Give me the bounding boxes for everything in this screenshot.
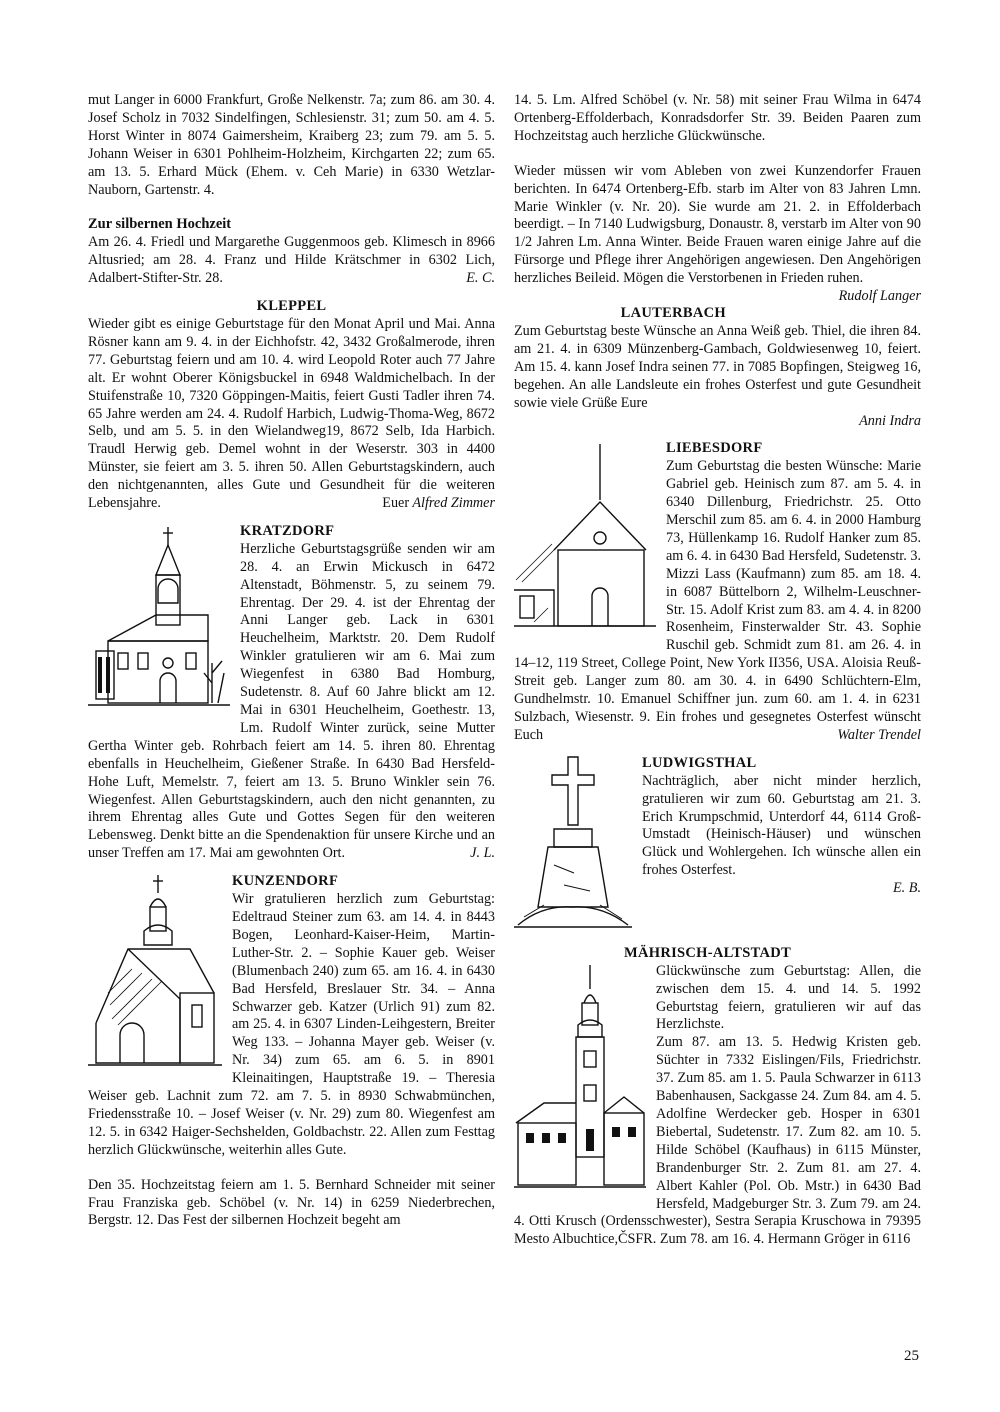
church-icon — [514, 440, 656, 636]
section-title-altstadt: MÄHRISCH-ALTSTADT — [624, 944, 792, 961]
altstadt-intro: Glückwünsche zum Geburtstag: Allen, die zwischen dem 15. 4. und 14. 5. 1992 Geburtstag feiern, gratulieren wir auf das Herzlichste. — [656, 962, 921, 1033]
liebesdorf-church-illustration — [514, 440, 656, 636]
left-column — [88, 92, 495, 1230]
section-title-kunzendorf: KUNZENDORF — [232, 873, 339, 890]
section-title-ludwigsthal: LUDWIGSTHAL — [642, 754, 757, 771]
ludwigsthal-cross-illustration — [514, 755, 632, 933]
right-column — [514, 92, 921, 1249]
silver-wedding-heading: Zur silbernen Hochzeit — [88, 216, 232, 233]
silver-wedding-text: Am 26. 4. Friedl und Margarethe Guggenmoos geb. Klimesch in 8966 Altusried; am 28. 4. Franz und Hilde Krätschmer in 6302 Lich, Adalbert-Stifter-Str. 28. E. C. — [88, 234, 495, 287]
signature: Anni Indra — [859, 412, 921, 429]
signature: E. B. — [893, 880, 921, 897]
ludwigsthal-text: Nachträglich, aber nicht minder herzlich, gratulieren wir zum 60. Geburtstag am 21. 3. Erich Krumpschmid, Unterdorf 44, 6114 Groß-Umstadt (Heinisch-Häuser) und wünschen Glück und Wohlergehen. Ich wünsche allen ein frohes Osterfest. — [642, 772, 921, 879]
continuation-paragraph: 14. 5. Lm. Alfred Schöbel (v. Nr. 58) mit seiner Frau Wilma in 6474 Ortenberg-Effolderbach, Konradsdorfer Str. 39. Beiden Paaren zum Hochzeitstag auch herzliche Glückwünsche. — [514, 92, 921, 144]
chapel-icon — [88, 873, 222, 1073]
wayside-cross-icon — [514, 755, 632, 933]
lauterbach-text: Zum Geburtstag beste Wünsche an Anna Weiß geb. Thiel, die ihren 84. am 21. 4. in 6309 Münzenberg-Gambach, Goldwiesenweg 10, feiert. Am 15. 4. kann Josef Indra seinen 77. in 7085 Bopfingen, Steigweg 16, begehen. An alle Landsleute ein frohes Osterfest und gute Gesundheit sowie viele Grüße Eure — [514, 322, 921, 411]
section-title-lauterbach: LAUTERBACH — [620, 305, 726, 322]
kunzendorf-text: Wir gratulieren herzlich zum Geburtstag: Edeltraud Steiner zum 63. am 14. 4. in 8443 Bogen, Leonhard-Kaiser-Heim, Martin-Luther-Str. 2. – Sophie Kauer geb. Weiser (Blumenbach 240) zum 65. am 16. 4. in 6430 Bad Hersfeld, Breslauer Str. 34. – Anna Schwarzer geb. Katzer (Urlich 91) zum 82. am 25. 4. in 6307 Linden-Leihgestern, Breiter Weg 133. – Johanna Mayer geb. Weiser (v. Nr. 34) zum 65. am 6. 5. in 8901 Kleinaitingen, Hauptstraße 19. – Theresia Weiser geb. Lachnit zum 72. am 7. 5. in 8930 Schwabmünchen, Friedensstraße 10. – Josef Weiser (v. Nr. 29) zum 80. Wiegenfest am 12. 5. in 6342 Haiger-Sechshelden, Goldbachstr. 22. Allen zum Festtag herzlich Glückwünsche, weiterhin alles Gute. — [88, 891, 495, 1158]
altstadt-text: Zum 87. am 13. 5. Hedwig Kristen geb. Süchter in 7332 Eislingen/Fils, Friedrichstr. 37. Zum 85. am 1. 5. Paula Schwarzer in 6113 Babenhausen, Sackgasse 24. Zum 84. am 4. 5. Adolfine Werdecker geb. Hosper in 6301 Biebertal, Sudetenstr. 17. Zum 82. am 10. 5. Hilde Schöbel (Kaufhaus) in 6115 Münster, Brandenburger Str. 2. Zum 81. am 27. 4. Albert Kahler (Pol. Ob. Mstr.) in 6430 Bad Hersfeld, Madgeburger Str. 3. Zum 79. am 24. 4. Otti Krusch (Ordensschwester), Sestra Serapia Kruschowa in 79395 Mesto Albuchtice,ČSFR. Zum 78. am 16. 4. Hermann Gröger in 6116 — [514, 1034, 921, 1248]
section-title-kratzdorf: KRATZDORF — [240, 522, 335, 539]
signature: E. C. — [466, 270, 495, 287]
signature: J. L. — [470, 845, 495, 862]
kunzendorf-church-illustration — [88, 873, 222, 1073]
intro-paragraph: mut Langer in 6000 Frankfurt, Große Nelkenstr. 7a; zum 86. am 30. 4. Josef Scholz in 7032 Sindelfingen, Schlesienstr. 31; zum 50. am 4. 5. Horst Winter in 8074 Gaimersheim, Kraiberg 23; zum 79. am 5. 5. Johann Weiser in 6301 Pohlheim-Holzheim, Kirchgarten 22; zum 65. am 13. 5. Erhard Mück (Ehem. v. Ceh Marie) in 6330 Wetzlar-Nauborn, Gartenstr. 4. — [88, 92, 495, 198]
signature: Euer Alfred Zimmer — [382, 495, 495, 512]
page-number: 25 — [904, 1348, 919, 1364]
kratzdorf-church-illustration — [88, 523, 230, 719]
section-title-liebesdorf: LIEBESDORF — [666, 440, 763, 457]
section-title-kleppel: KLEPPEL — [256, 298, 327, 315]
church-icon — [88, 523, 230, 719]
kratzdorf-text: Herzliche Geburtstagsgrüße senden wir am 28. 4. an Erwin Mickusch in 6472 Altenstadt, Böhmenstr. 5, zu seinem 79. Ehrentag. Der 29. 4. ist der Ehrentag der Anni Langer geb. Lack in 6301 Heuchelheim, Marktstr. 20. Dem Rudolf Winkler gratulieren wir am 6. Mai zum Wiegenfest in 6380 Bad Homburg, Sudetenstr. 8. Auf 60 Jahre blickt am 12. Mai in 6301 Heuchelheim, Goethestr. 13, Lm. Rudolf Winter zurück, seine Mutter Gertha Winter geb. Rohrbach feiert am 14. 5. ihren 80. Ehrentag ebenfalls in Heuchelheim, Gießener Straße. In 6430 Bad Hersfeld-Hohe Luft, Memelstr. 7, feiert am 13. 5. Bruno Winkler sein 76. Wiegenfest. Allen Geburtstagskindern, auch den nicht genannten, zu ihrem Ehrentag alles Gute und Gottes Segen für den weiteren Lebensweg. Denkt bitte an die Spendenaktion für unsere Kirche und an unser Treffen am 17. Mai am gewohnten Ort. J. L. — [88, 540, 495, 862]
kunzendorf-wedding-text: Den 35. Hochzeitstag feiern am 1. 5. Bernhard Schneider mit seiner Frau Franziska geb. Schöbel (v. Nr. 14) in 6259 Niederbrechen, Bergstr. 12. Das Fest der silbernen Hochzeit begeht am — [88, 1176, 495, 1229]
obituary-paragraph: Wieder müssen wir vom Ableben von zwei Kunzendorfer Frauen berichten. In 6474 Ortenberg-Efb. starb im Alter von 83 Jahren Lmn. Marie Winkler (v. Nr. 20). Sie wurde am 21. 2. in Effolderbach beerdigt. – In 7140 Ludwigsburg, Donaustr. 8, verstarb im Alter von 90 1/2 Jahren Lm. Anna Winter. Beide Frauen waren einige Jahre auf die Fürsorge und Pflege ihrer Angehörigen angewiesen. Den Angehörigen herzliches Beileid. Mögen die Verstorbenen in Frieden ruhen. Rudolf Langer — [514, 162, 921, 305]
altstadt-church-illustration — [514, 963, 646, 1195]
signature: Walter Trendel — [837, 726, 921, 743]
signature: Rudolf Langer — [838, 288, 921, 305]
church-tower-icon — [514, 963, 646, 1195]
liebesdorf-text: Zum Geburtstag die besten Wünsche: Marie Gabriel geb. Heinisch zum 87. am 5. 4. in 6340 Dillenburg, Friedrichstr. 25. Otto Merschil zum 85. am 6. 4. in 2000 Hamburg 73, Hüllenkamp 16. Rudolf Hanker zum 85. am 6. 4. in 6430 Bad Hersfeld, Sudetenstr. 3. Mizzi Lass (Kaufmann) zum 85. am 18. 4. in 6087 Büttelborn 2, Wilhelm-Leuschner-Str. 15. Adolf Krist zum 83. am 4. 4. in 8200 Rosenheim, Finsterwalder Str. 43. Sophie Ruschil geb. Schmidt zum 81. am 26. 4. in 14–12, 119 Street, College Point, New York II356, USA. Aloisia Reuß-Streit geb. Langer zum 80. am 30. 4. in 6490 Schlüchtern-Elm, Gundhelmstr. 10. Emanuel Schiffner jun. zum 60. am 1. 4. in 6231 Sulzbach, Wiesenstr. 9. Ein frohes und gesegnetes Osterfest wünscht Euch Walter Trendel — [514, 458, 921, 743]
kleppel-text: Wieder gibt es einige Geburtstage für den Monat April und Mai. Anna Rösner kann am 9. 4. in der Eichhofstr. 42, 3432 Großalmerode, ihren 77. Geburtstag feiern und am 10. 4. wird Leopold Roter auch 77 Jahre alt. Er wohnt Oberer Königsbuckel in 6948 Waldmichelbach. In der Stuifenstraße 10, 7320 Göppingen-Maitis, feiert Gusti Tadler ihren 74. 65 Jahre werden am 24. 4. Rudolf Harbich, Ludwig-Thoma-Weg, 8672 Selb, und am 5. 5. in den Wielandweg19, 8672 Selb, Ida Harbich. Traudl Herwig geb. Demel wohnt in der Weserstr. 303 in 4400 Münster, sie feiert am 3. 5. ihren 50. Allen Geburtstagskindern, auch den nichtgenannten, alles Gute und Gesundheit für die weiteren Lebensjahre. Euer Alfred Zimmer — [88, 315, 495, 512]
